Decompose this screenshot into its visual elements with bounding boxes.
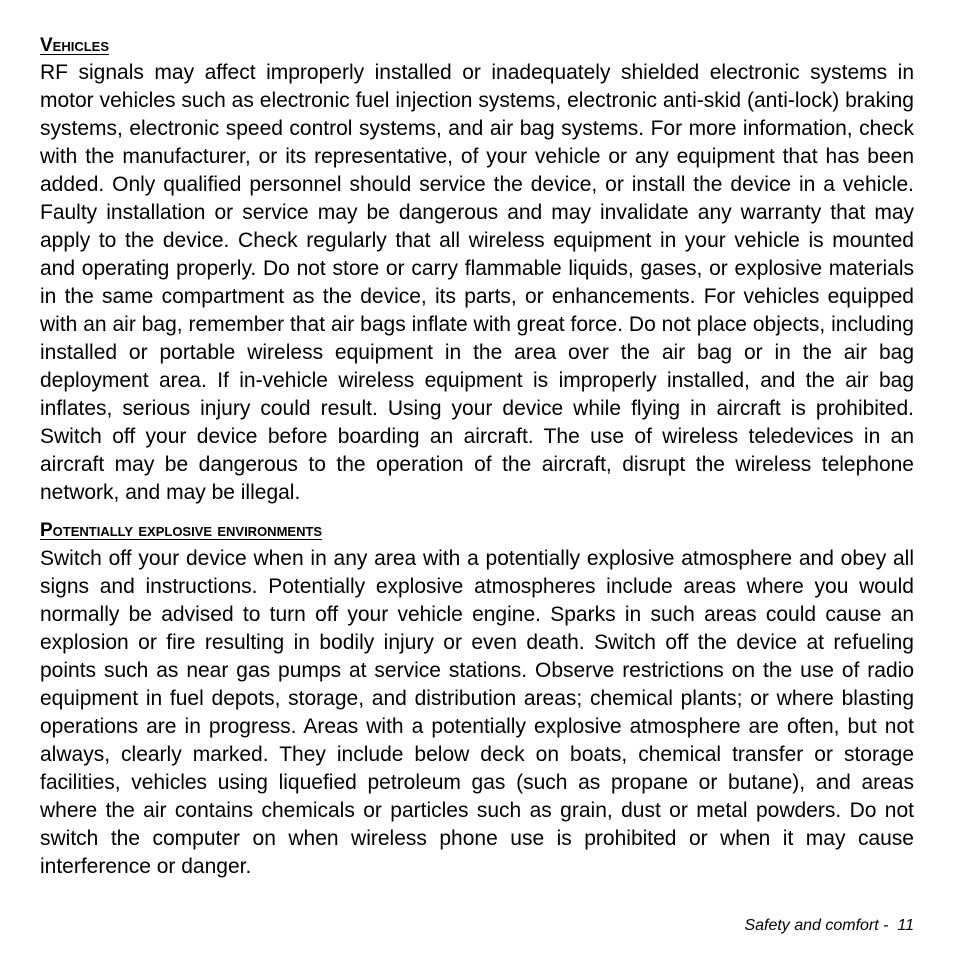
- section-heading-vehicles: Vehicles: [40, 35, 110, 56]
- page-footer: Safety and comfort - 11: [744, 917, 914, 934]
- section-body-explosive-environments: Switch off your device when in any area with a potentially explosive atmosphere and obey all signs and instructions. Potentially explosive atmospheres include areas where you would normally be advised to turn off your vehicle engine. Sparks in such areas could cause an explosion or fire resulting in bodily injury or even death. Switch off the device at refueling points such as near gas pumps at service stations. Observe restrictions on the use of radio equipment in fuel depots, storage, and distribution areas; chemical plants; or where blasting operations are in progress. Areas with a potentially explosive atmosphere are often, but not always, clearly marked. They include below deck on boats, chemical transfer or storage facilities, vehicles using liquefied petroleum gas (such as propane or butane), and areas where the air contains chemicals or particles such as grain, dust or metal powders. Do not switch the computer on when wireless phone use is prohibited or when it may cause interference or danger.: [40, 547, 914, 878]
- section-body-vehicles: RF signals may affect improperly installed or inadequately shielded electronic systems in motor vehicles such as electronic fuel injection systems, electronic anti-skid (anti-lock) braking systems, electronic speed control systems, and air bag systems. For more information, check with the manufacturer, or its representative, of your vehicle or any equipment that has been added. Only qualified personnel should service the device, or install the device in a vehicle. Faulty installation or service may be dangerous and may invalidate any warranty that may apply to the device. Check regularly that all wireless equipment in your vehicle is mounted and operating properly. Do not store or carry flammable liquids, gases, or explosive materials in the same compartment as the device, its parts, or enhancements. For vehicles equipped with an air bag, remember that air bags inflate with great force. Do not place objects, including installed or portable wireless equipment in the area over the air bag or in the air bag deployment area. If in-vehicle wireless equipment is improperly installed, and the air bag inflates, serious injury could result. Using your device while flying in aircraft is prohibited. Switch off your device before boarding an aircraft. The use of wireless teledevices in an aircraft may be dangerous to the operation of the aircraft, disrupt the wireless telephone network, and may be illegal.: [40, 61, 914, 504]
- document-page: [40, 34, 914, 881]
- section-heading-explosive-environments: Potentially explosive environments: [40, 520, 323, 541]
